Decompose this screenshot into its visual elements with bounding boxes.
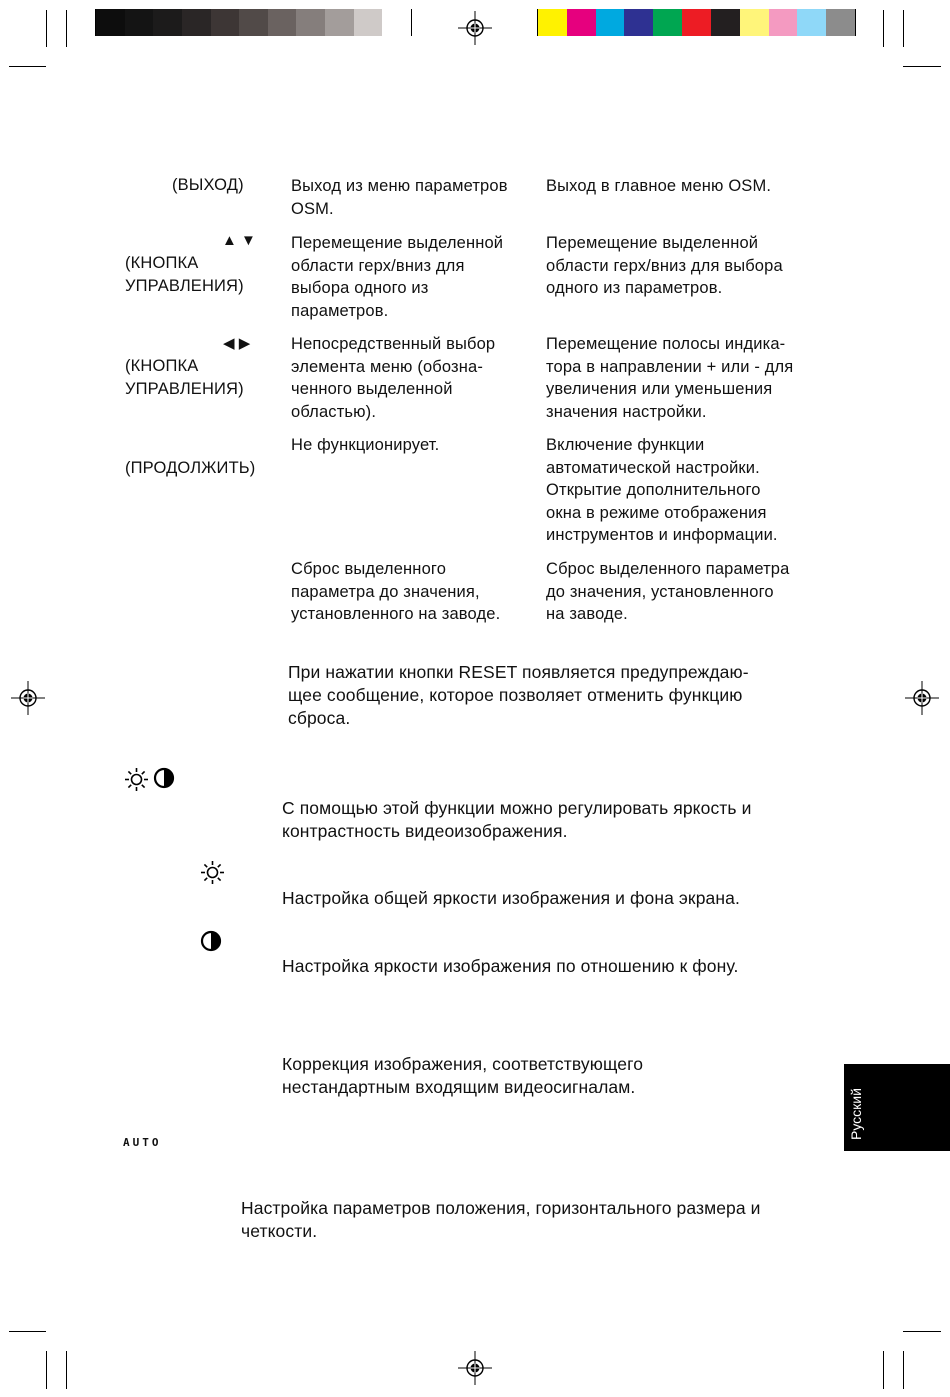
color-swatch — [797, 9, 826, 36]
crop-mark — [903, 1351, 904, 1389]
crop-mark — [9, 1331, 46, 1332]
crosshair-registration-icon — [458, 11, 492, 45]
leftright-desc-main: Перемещение полосы индика- тора в направлении + или - для увеличения или уменьшения значения настройки. — [546, 335, 794, 421]
brightness-desc: Настройка общей яркости изображения и фона экрана. — [282, 888, 740, 908]
color-swatch — [624, 9, 653, 36]
color-swatch — [682, 9, 711, 36]
gray-swatch — [182, 9, 211, 36]
crop-mark — [66, 10, 67, 47]
brightness-contrast-desc: С помощью этой функции можно регулировать яркость и контрастность видеоизображения. — [282, 798, 752, 841]
gray-swatch — [268, 9, 297, 36]
gray-swatch — [325, 9, 354, 36]
reset-desc-submenu: Сброс выделенного параметра до значения, установленного на заводе. — [291, 560, 501, 623]
crosshair-registration-icon — [458, 1351, 492, 1385]
color-swatch — [567, 9, 596, 36]
language-side-tab — [844, 1064, 950, 1151]
proceed-desc-submenu: Не функционирует. — [291, 436, 440, 454]
color-swatch — [596, 9, 625, 36]
gray-swatch — [125, 9, 154, 36]
button-exit-label: (ВЫХОД) — [172, 176, 244, 194]
exit-desc-submenu: Выход из меню параметров OSM. — [291, 177, 508, 218]
reset-desc-main: Сброс выделенного параметра до значения, установленного на заводе. — [546, 560, 790, 623]
updown-desc-submenu: Перемещение выделенной области герх/вниз для выбора одного из параметров. — [291, 234, 504, 320]
crop-mark — [66, 1351, 67, 1389]
color-swatch — [826, 9, 855, 36]
left-right-arrows-icon: ◀ ▶ — [223, 335, 251, 352]
gray-swatch — [382, 9, 411, 36]
color-swatch — [538, 9, 567, 36]
crop-mark — [903, 10, 904, 47]
proceed-desc-main: Включение функции автоматической настройки. Открытие дополнительного окна в режиме отображения инструментов и информации. — [546, 436, 778, 544]
color-swatch — [769, 9, 798, 36]
crop-mark — [903, 1331, 941, 1332]
crop-mark — [46, 1351, 47, 1389]
gray-swatch — [153, 9, 182, 36]
crop-mark — [9, 66, 46, 67]
gray-swatch — [296, 9, 325, 36]
half-circle-contrast-icon — [200, 930, 222, 952]
color-swatch — [740, 9, 769, 36]
crosshair-registration-icon — [905, 681, 939, 715]
color-swatch — [653, 9, 682, 36]
contrast-desc: Настройка яркости изображения по отношению к фону. — [282, 956, 739, 976]
auto-label: AUTO — [123, 1136, 162, 1149]
sun-icon — [200, 860, 225, 885]
color-swatch — [711, 9, 740, 36]
language-side-tab-label: Русский — [848, 1088, 864, 1140]
half-circle-contrast-icon — [153, 767, 175, 789]
crosshair-registration-icon — [11, 681, 45, 715]
leftright-desc-submenu: Непосредственный выбор элемента меню (обозна- ченного выделенной областью). — [291, 335, 496, 421]
up-down-arrows-icon: ▲ ▼ — [222, 232, 256, 249]
button-control-leftright-label: (КНОПКА УПРАВЛЕНИЯ) — [125, 357, 244, 398]
crop-mark — [46, 10, 47, 47]
exit-desc-main: Выход в главное меню OSM. — [546, 177, 772, 195]
crop-mark — [883, 1351, 884, 1389]
gray-swatch — [211, 9, 240, 36]
reset-note: При нажатии кнопки RESET появляется предупреждаю- щее сообщение, которое позволяет отменить функцию сброса. — [288, 662, 749, 728]
crop-mark — [883, 10, 884, 47]
gray-swatch — [239, 9, 268, 36]
sun-icon — [124, 767, 149, 792]
updown-desc-main: Перемещение выделенной области герх/вниз для выбора одного из параметров. — [546, 234, 783, 297]
button-control-updown-label: (КНОПКА УПРАВЛЕНИЯ) — [125, 254, 244, 295]
gray-swatch — [354, 9, 383, 36]
gray-swatch — [96, 9, 125, 36]
correction-desc: Коррекция изображения, соответствующего нестандартным входящим видеосигналам. — [282, 1054, 644, 1097]
crop-mark — [903, 66, 941, 67]
auto-desc: Настройка параметров положения, горизонтального размера и четкости. — [241, 1198, 761, 1241]
button-proceed-label: (ПРОДОЛЖИТЬ) — [125, 459, 256, 477]
